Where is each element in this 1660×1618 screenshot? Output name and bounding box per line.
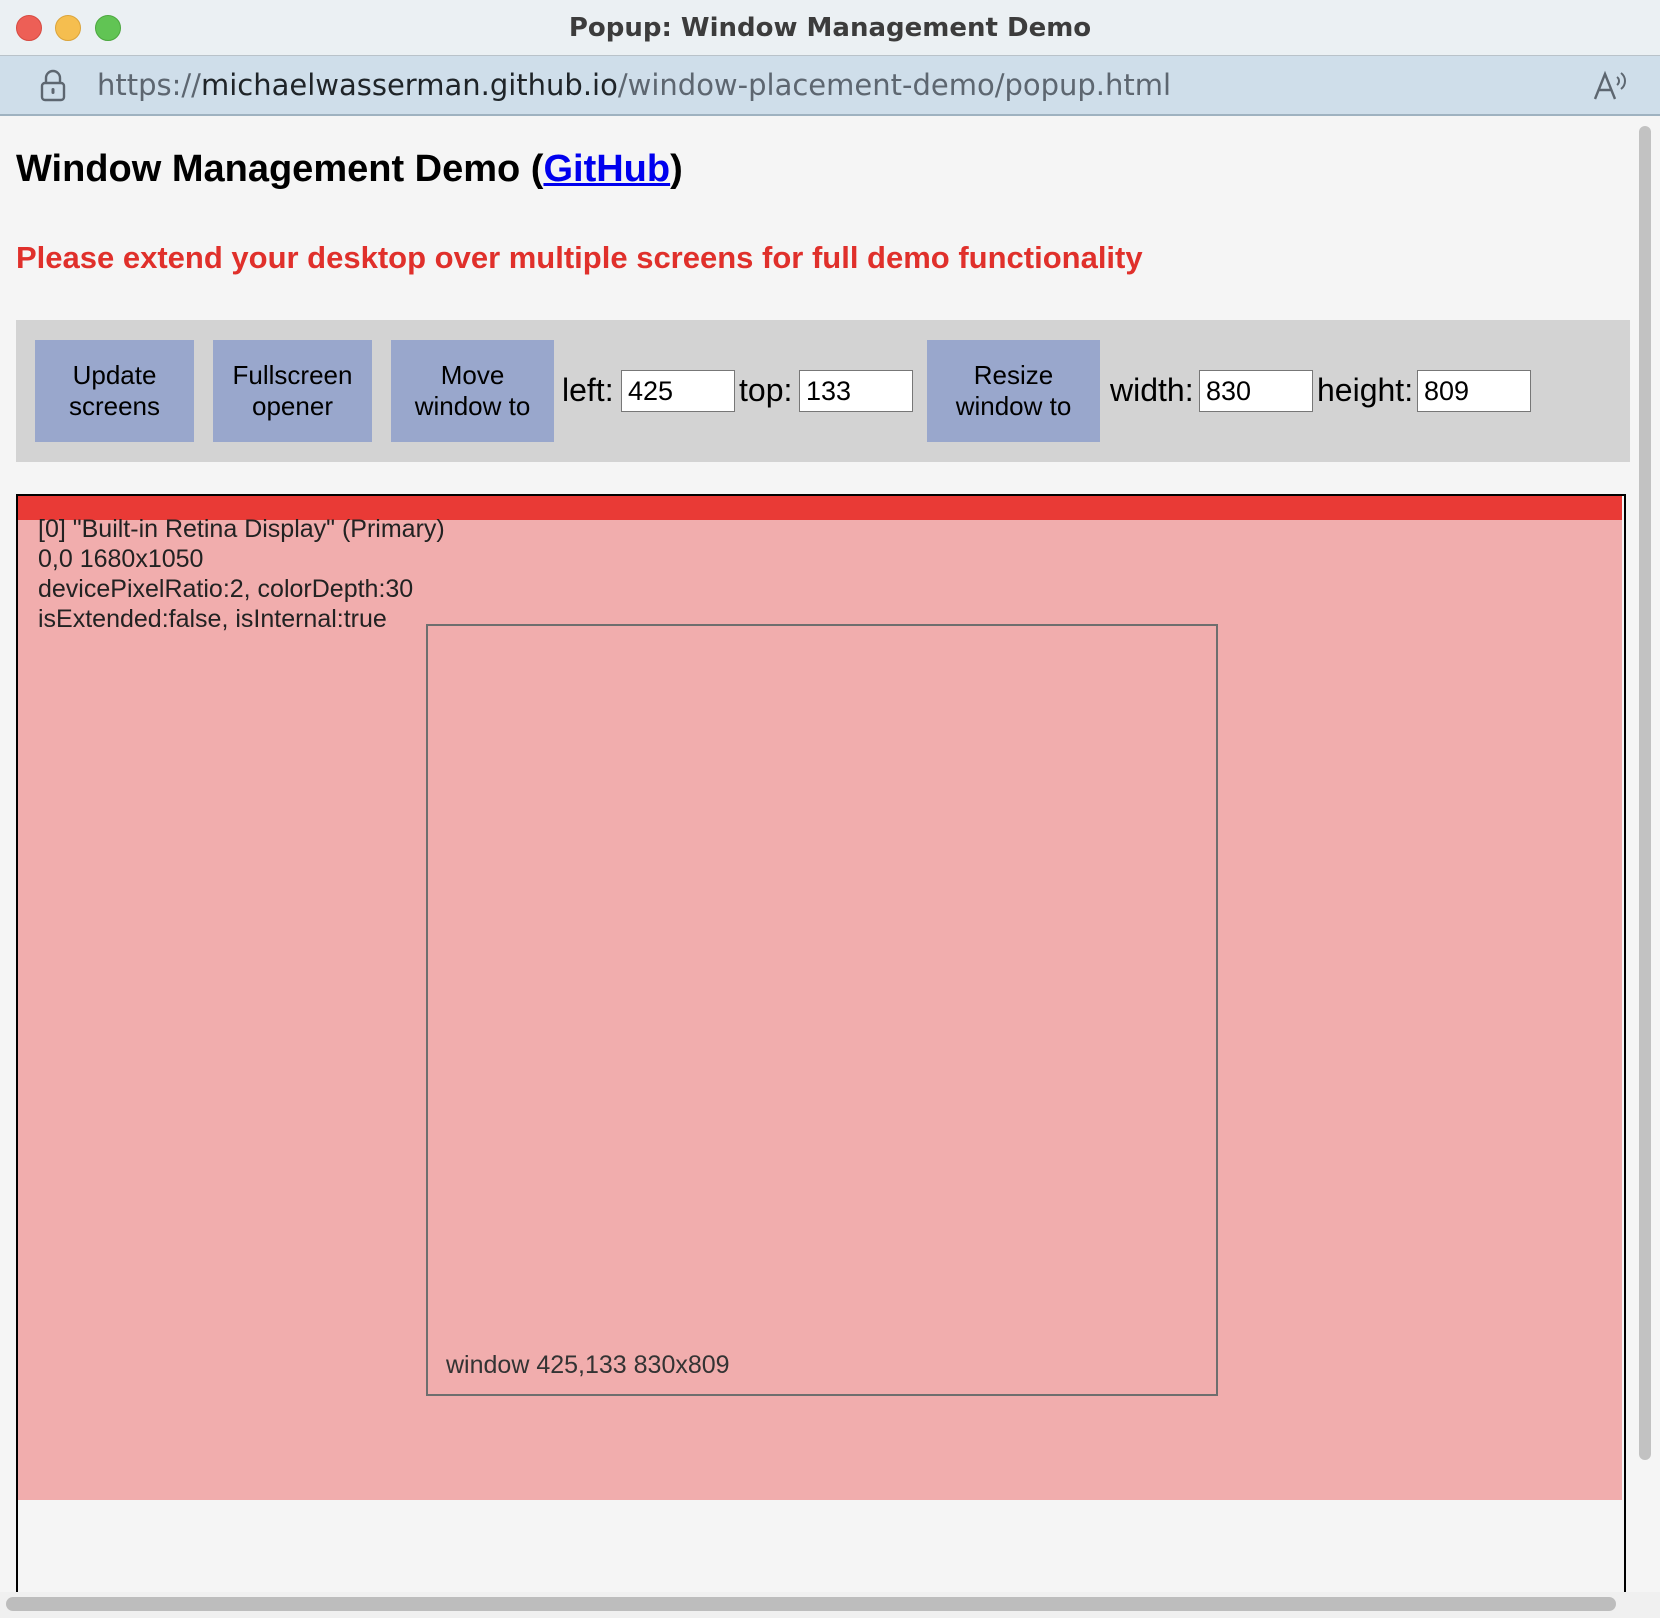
fullscreen-opener-label-1: Fullscreen — [232, 360, 353, 390]
move-window-button[interactable] — [391, 340, 554, 442]
left-label: left: — [562, 372, 614, 408]
lock-icon — [38, 68, 68, 102]
horizontal-scroll-thumb[interactable] — [6, 1597, 1616, 1611]
read-aloud-icon[interactable] — [1592, 69, 1628, 103]
url-scheme: https:// — [97, 68, 201, 102]
width-label: width: — [1110, 372, 1194, 408]
page-content — [0, 116, 1630, 1596]
github-link[interactable]: GitHub — [543, 148, 671, 190]
resize-window-button[interactable] — [927, 340, 1100, 442]
horizontal-scrollbar[interactable] — [0, 1592, 1660, 1618]
vertical-scroll-thumb[interactable] — [1639, 126, 1651, 1460]
multi-screen-warning: Please extend your desktop over multiple screens for full demo functionality — [16, 240, 1143, 275]
update-screens-label-1: Update — [72, 360, 157, 390]
controls-toolbar — [16, 320, 1630, 462]
address-bar[interactable] — [0, 56, 1660, 116]
resize-window-label-1: Resize — [973, 360, 1054, 390]
top-input[interactable] — [799, 370, 913, 412]
url-text[interactable] — [97, 68, 1171, 102]
left-input[interactable] — [621, 370, 735, 412]
page-title-text: Window Management Demo ( — [16, 148, 544, 190]
page-title — [16, 148, 683, 191]
top-label: top: — [739, 372, 793, 408]
move-window-label-2: window to — [414, 391, 531, 421]
move-window-label-1: Move — [440, 360, 505, 390]
window-outline — [426, 624, 1218, 1396]
update-screens-label-2: screens — [68, 391, 161, 421]
window-info-label: window 425,133 830x809 — [446, 1351, 730, 1379]
screen-name: [0] "Built-in Retina Display" (Primary) — [38, 515, 445, 543]
fullscreen-opener-button[interactable] — [213, 340, 372, 442]
window-title: Popup: Window Management Demo — [568, 13, 1092, 43]
update-screens-button[interactable] — [35, 340, 194, 442]
page-title-close: ) — [670, 148, 683, 190]
title-bar — [0, 0, 1660, 56]
fullscreen-opener-label-2: opener — [252, 391, 333, 421]
screen-box[interactable] — [18, 496, 1622, 1500]
screens-canvas — [16, 494, 1626, 1606]
screen-flags: isExtended:false, isInternal:true — [38, 605, 387, 633]
screen-info — [38, 514, 445, 634]
url-path: /window-placement-demo/popup.html — [617, 68, 1172, 102]
resize-window-label-2: window to — [955, 391, 1072, 421]
screen-bounds: 0,0 1680x1050 — [38, 545, 204, 573]
width-input[interactable] — [1199, 370, 1313, 412]
vertical-scrollbar[interactable] — [1630, 116, 1660, 1596]
screen-pixel-info: devicePixelRatio:2, colorDepth:30 — [38, 575, 414, 603]
height-input[interactable] — [1417, 370, 1531, 412]
url-host: michaelwasserman.github.io — [200, 68, 618, 102]
height-label: height: — [1317, 372, 1414, 408]
